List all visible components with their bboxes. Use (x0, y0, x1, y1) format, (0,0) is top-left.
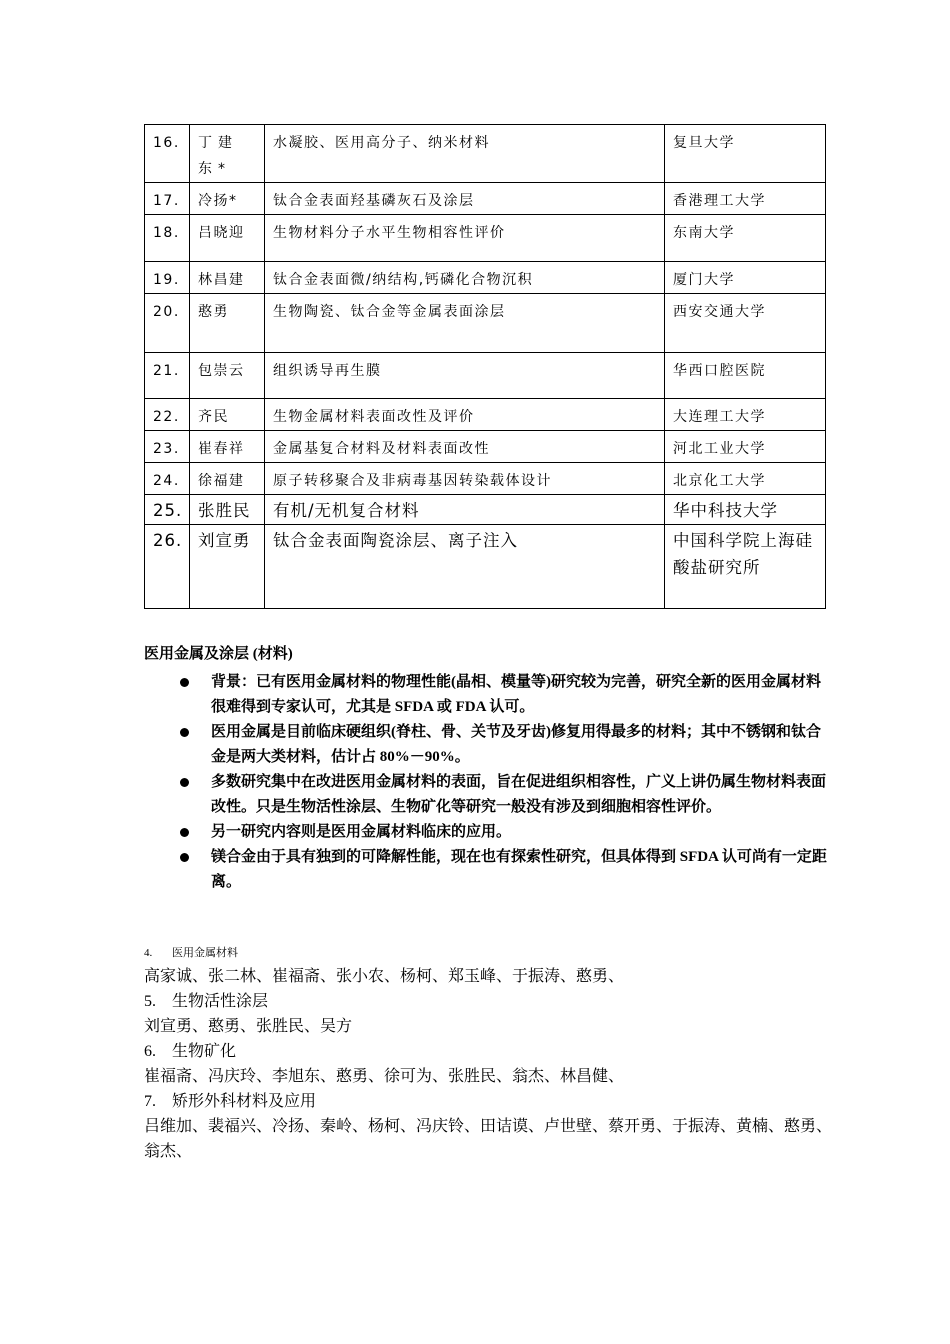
table-row (145, 215, 826, 262)
list-number: 5. (144, 993, 156, 1010)
list-heading (144, 1089, 834, 1114)
institution: 香港理工大学 (665, 183, 826, 215)
research-topic: 组织诱导再生膜 (265, 353, 665, 399)
research-topic: 钛合金表面羟基磷灰石及涂层 (265, 183, 665, 215)
table-row (145, 353, 826, 399)
medical-metals-section (144, 642, 834, 895)
researcher-name: 冷扬* (190, 183, 265, 215)
research-topic: 生物材料分子水平生物相容性评价 (265, 215, 665, 262)
row-number: 19. (145, 262, 190, 294)
table-row (145, 183, 826, 215)
row-number: 21. (145, 353, 190, 399)
bullet-item: 医用金属是目前临床硬组织(脊柱、骨、关节及牙齿)修复用得最多的材料；其中不锈钢和钛合金是两大类材料，估计占 80%－90%。 (144, 720, 834, 770)
list-names: 高家诚、张二林、崔福斋、张小农、杨柯、郑玉峰、于振涛、憨勇、 (144, 968, 625, 985)
table-row (145, 525, 826, 609)
list-title: 生物活性涂层 (172, 993, 269, 1010)
list-number: 6. (144, 1043, 156, 1060)
expert-lists (144, 942, 834, 1164)
institution: 东南大学 (665, 215, 826, 262)
table-row (145, 495, 826, 525)
research-topic: 水凝胶、医用高分子、纳米材料 (265, 125, 665, 183)
researcher-name: 吕晓迎 (190, 215, 265, 262)
list-names: 崔福斋、冯庆玲、李旭东、憨勇、徐可为、张胜民、翁杰、林昌健、 (144, 1068, 625, 1085)
institution: 华中科技大学 (665, 495, 826, 525)
bullet-dot-icon (180, 728, 189, 737)
researcher-name: 崔春祥 (190, 431, 265, 463)
list-names: 吕维加、裴福兴、冷扬、秦岭、杨柯、冯庆铃、田诘谟、卢世壁、蔡开勇、于振涛、黄楠、憨勇、翁杰、 (144, 1118, 833, 1160)
institution: 华西口腔医院 (665, 353, 826, 399)
table-row (145, 125, 826, 183)
row-number: 16. (145, 125, 190, 183)
researcher-table (144, 124, 826, 609)
research-topic: 有机/无机复合材料 (265, 495, 665, 525)
researcher-name: 刘宣勇 (190, 525, 265, 609)
table-row (145, 262, 826, 294)
research-topic: 钛合金表面微/纳结构,钙磷化合物沉积 (265, 262, 665, 294)
bullet-dot-icon (180, 828, 189, 837)
row-number: 26. (145, 525, 190, 609)
institution: 中国科学院上海硅酸盐研究所 (665, 525, 826, 609)
bullet-item: 多数研究集中在改进医用金属材料的表面，旨在促进组织相容性，广义上讲仍属生物材料表面改性。只是生物活性涂层、生物矿化等研究一般没有涉及到细胞相容性评价。 (144, 770, 834, 820)
list-number: 4. (144, 947, 153, 959)
row-number: 25. (145, 495, 190, 525)
row-number: 18. (145, 215, 190, 262)
bullet-dot-icon (180, 778, 189, 787)
researcher-name: 徐福建 (190, 463, 265, 495)
table-row (145, 399, 826, 431)
list-title: 矫形外科材料及应用 (172, 1093, 317, 1110)
researcher-name: 林昌建 (190, 262, 265, 294)
list-heading (144, 989, 834, 1014)
institution: 河北工业大学 (665, 431, 826, 463)
list-heading (144, 942, 834, 964)
institution: 大连理工大学 (665, 399, 826, 431)
research-topic: 生物陶瓷、钛合金等金属表面涂层 (265, 294, 665, 353)
row-number: 24. (145, 463, 190, 495)
institution: 北京化工大学 (665, 463, 826, 495)
list-number: 7. (144, 1093, 156, 1110)
bullet-dot-icon (180, 678, 189, 687)
bullet-dot-icon (180, 853, 189, 862)
research-topic: 钛合金表面陶瓷涂层、离子注入 (265, 525, 665, 609)
bullet-item: 镁合金由于具有独到的可降解性能，现在也有探索性研究，但具体得到 SFDA 认可尚有一定距离。 (144, 845, 834, 895)
table-row (145, 463, 826, 495)
bullet-list (144, 670, 834, 895)
row-number: 23. (145, 431, 190, 463)
row-number: 20. (145, 294, 190, 353)
list-title: 医用金属材料 (172, 947, 238, 959)
institution: 厦门大学 (665, 262, 826, 294)
researcher-name: 齐民 (190, 399, 265, 431)
row-number: 17. (145, 183, 190, 215)
list-names: 刘宣勇、憨勇、张胜民、吴方 (144, 1018, 353, 1035)
row-number: 22. (145, 399, 190, 431)
researcher-name: 张胜民 (190, 495, 265, 525)
research-topic: 金属基复合材料及材料表面改性 (265, 431, 665, 463)
researcher-name: 丁建东* (190, 125, 265, 183)
table-row (145, 431, 826, 463)
section-title: 医用金属及涂层 (材料) (144, 646, 293, 662)
table-row (145, 294, 826, 353)
research-topic: 原子转移聚合及非病毒基因转染载体设计 (265, 463, 665, 495)
bullet-item: 另一研究内容则是医用金属材料临床的应用。 (144, 820, 834, 845)
list-title: 生物矿化 (172, 1043, 237, 1060)
institution: 西安交通大学 (665, 294, 826, 353)
research-topic: 生物金属材料表面改性及评价 (265, 399, 665, 431)
bullet-item: 背景：已有医用金属材料的物理性能(晶相、模量等)研究较为完善，研究全新的医用金属材料很难得到专家认可，尤其是 SFDA 或 FDA 认可。 (144, 670, 834, 720)
researcher-name: 憨勇 (190, 294, 265, 353)
researcher-name: 包崇云 (190, 353, 265, 399)
list-heading (144, 1039, 834, 1064)
institution: 复旦大学 (665, 125, 826, 183)
